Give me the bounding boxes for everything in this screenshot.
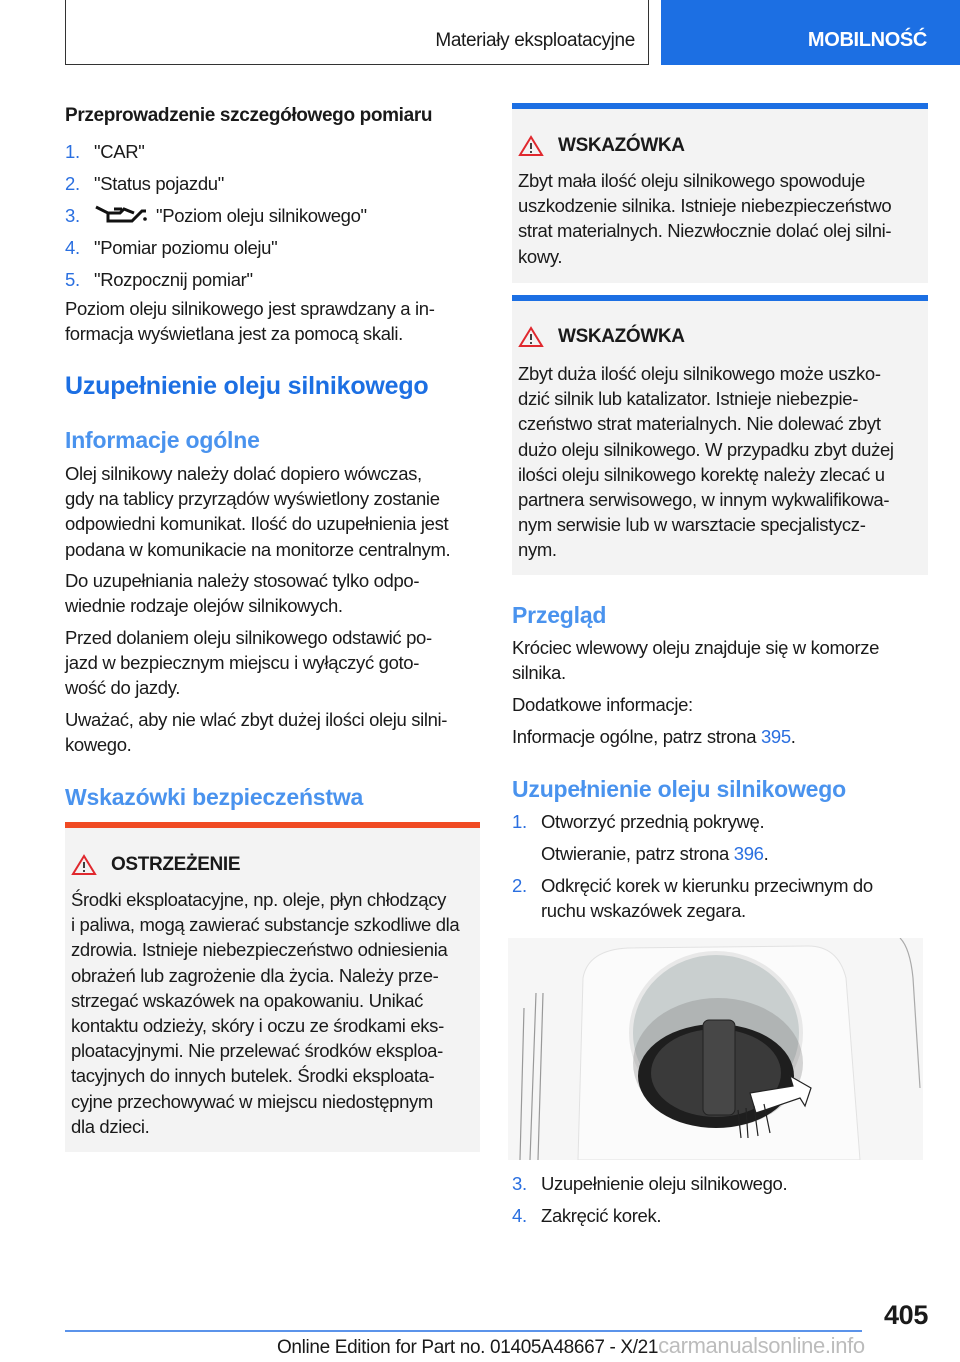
- step-text: "Rozpocznij pomiar": [94, 269, 253, 290]
- page-number: 405: [884, 1300, 928, 1330]
- step-number: 2.: [65, 173, 80, 194]
- note-text: Zbyt mała ilość oleju silnikowego spowoduje uszkodzenie silnika. Istnieje niebezpieczeństwo strat materialnych. Niezwłocznie dolać olej silni- kowy.: [518, 170, 892, 267]
- list-item: [512, 873, 873, 923]
- cross-reference: Informacje ogólne, patrz strona 395.: [512, 726, 796, 747]
- note-title: WSKAZÓWKA: [558, 326, 685, 347]
- warning-title: OSTRZEŻENIE: [111, 854, 241, 875]
- page-link[interactable]: 395: [760, 726, 791, 747]
- step-text: Odkręcić korek w kierunku przeciwnym do ruchu wskazówek zegara.: [541, 875, 873, 922]
- warning-triangle-icon: [518, 135, 544, 157]
- footer-divider: [65, 1330, 862, 1332]
- subheading-general: Informacje ogólne: [65, 427, 260, 453]
- list-item: [65, 232, 367, 264]
- note-box: [512, 103, 928, 283]
- subheading-fill: Uzupełnienie oleju silnikowego: [512, 776, 846, 802]
- oil-can-icon: [94, 203, 148, 225]
- paragraph: Przed dolaniem oleju silnikowego odstawić po- jazd w bezpiecznym miejscu i wyłączyć goto- wość do jazdy.: [65, 627, 432, 699]
- note-box: [512, 295, 928, 575]
- step-number: 3.: [512, 1173, 527, 1194]
- step-text: "CAR": [94, 141, 145, 162]
- footer-edition: [277, 1333, 865, 1359]
- step-number: 1.: [512, 811, 527, 832]
- step-number: 4.: [65, 237, 80, 258]
- warning-triangle-icon: [518, 326, 544, 348]
- step-text: "Pomiar poziomu oleju": [94, 237, 278, 258]
- step-number: 5.: [65, 269, 80, 290]
- section-title: Materiały eksploatacyjne: [435, 30, 635, 51]
- page-link[interactable]: 396: [733, 843, 764, 864]
- watermark: carmanualsonline.info: [658, 1333, 865, 1358]
- step-number: 2.: [512, 875, 527, 896]
- step-number: 3.: [65, 205, 80, 226]
- warning-triangle-icon: [71, 854, 97, 876]
- step-number: 4.: [512, 1205, 527, 1226]
- paragraph: Olej silnikowy należy dolać dopiero wówczas, gdy na tablicy przyrządów wyświetlony zostanie odpowiedni komunikat. Ilość do uzupełnienia jest podana w komunikacie na monitorze centralnym.: [65, 463, 451, 560]
- reference-text: Informacje ogólne, patrz strona: [512, 726, 761, 747]
- list-item: [65, 264, 367, 296]
- step-text: Zakręcić korek.: [541, 1205, 662, 1226]
- edition-text: Online Edition for Part no. 01405A48667 - X/21: [277, 1337, 659, 1358]
- step-text: "Status pojazdu": [94, 173, 224, 194]
- paragraph: Dodatkowe informacje:: [512, 694, 693, 715]
- cross-reference: Otwieranie, patrz strona 396.: [541, 843, 769, 864]
- measure-note: Poziom oleju silnikowego jest sprawdzany a in- formacja wyświetlana jest za pomocą skali.: [65, 298, 435, 345]
- list-item: [512, 809, 764, 834]
- step-number: 1.: [65, 141, 80, 162]
- measure-title: Przeprowadzenie szczegółowego pomiaru: [65, 105, 433, 126]
- paragraph: Króciec wlewowy oleju znajduje się w komorze silnika.: [512, 637, 880, 684]
- oil-filler-cap-illustration: [508, 938, 923, 1160]
- paragraph: Do uzupełniania należy stosować tylko odpo- wiednie rodzaje olejów silnikowych.: [65, 570, 420, 617]
- list-item: [512, 1171, 787, 1196]
- section-heading: Uzupełnienie oleju silnikowego: [65, 372, 429, 400]
- paragraph: Uważać, aby nie wlać zbyt dużej ilości oleju silni- kowego.: [65, 709, 448, 756]
- chapter-title: MOBILNOŚĆ: [807, 29, 927, 51]
- measure-steps: [65, 136, 367, 296]
- warning-box: [65, 822, 480, 1152]
- note-title: WSKAZÓWKA: [558, 135, 685, 156]
- reference-text: Otwieranie, patrz strona: [541, 843, 734, 864]
- list-item: [65, 200, 367, 232]
- subheading-safety: Wskazówki bezpieczeństwa: [65, 784, 364, 810]
- step-text: Otworzyć przednią pokrywę.: [541, 811, 765, 832]
- list-item: [65, 136, 367, 168]
- list-item: [65, 168, 367, 200]
- note-text: Zbyt duża ilość oleju silnikowego może uszko- dzić silnik lub katalizator. Istnieje niebezpie- czeństwo strat materialnych. Nie dolewać zbyt dużo oleju silnikowego. W przypadku zbyt dużej ilości oleju silnikowego korektę należy zlecać u partnera serwisowego, w innym wykwalifikowa- nym serwisie lub w warsztacie specjalistycz- nym.: [518, 363, 894, 561]
- subheading-overview: Przegląd: [512, 602, 607, 628]
- warning-text: Środki eksploatacyjne, np. oleje, płyn chłodzący i paliwa, mogą zawierać substancje szkodliwe dla zdrowia. Istnieje niebezpieczeństwo odniesienia obrażeń lub zagrożenie dla życia. Należy prze- strzegać wskazówek na opakowaniu. Unikać kontaktu odzieży, skóry i oczu ze środkami eks- ploatacyjnymi. Nie przelewać środków eksploa- tacyjnych do innych butelek. Środki eksploata- cyjne przechowywać w miejscu niedostępnym dla dzieci.: [71, 889, 460, 1137]
- step-text: "Poziom oleju silnikowego": [156, 205, 367, 226]
- list-item: [512, 1203, 661, 1228]
- step-text: Uzupełnienie oleju silnikowego.: [541, 1173, 788, 1194]
